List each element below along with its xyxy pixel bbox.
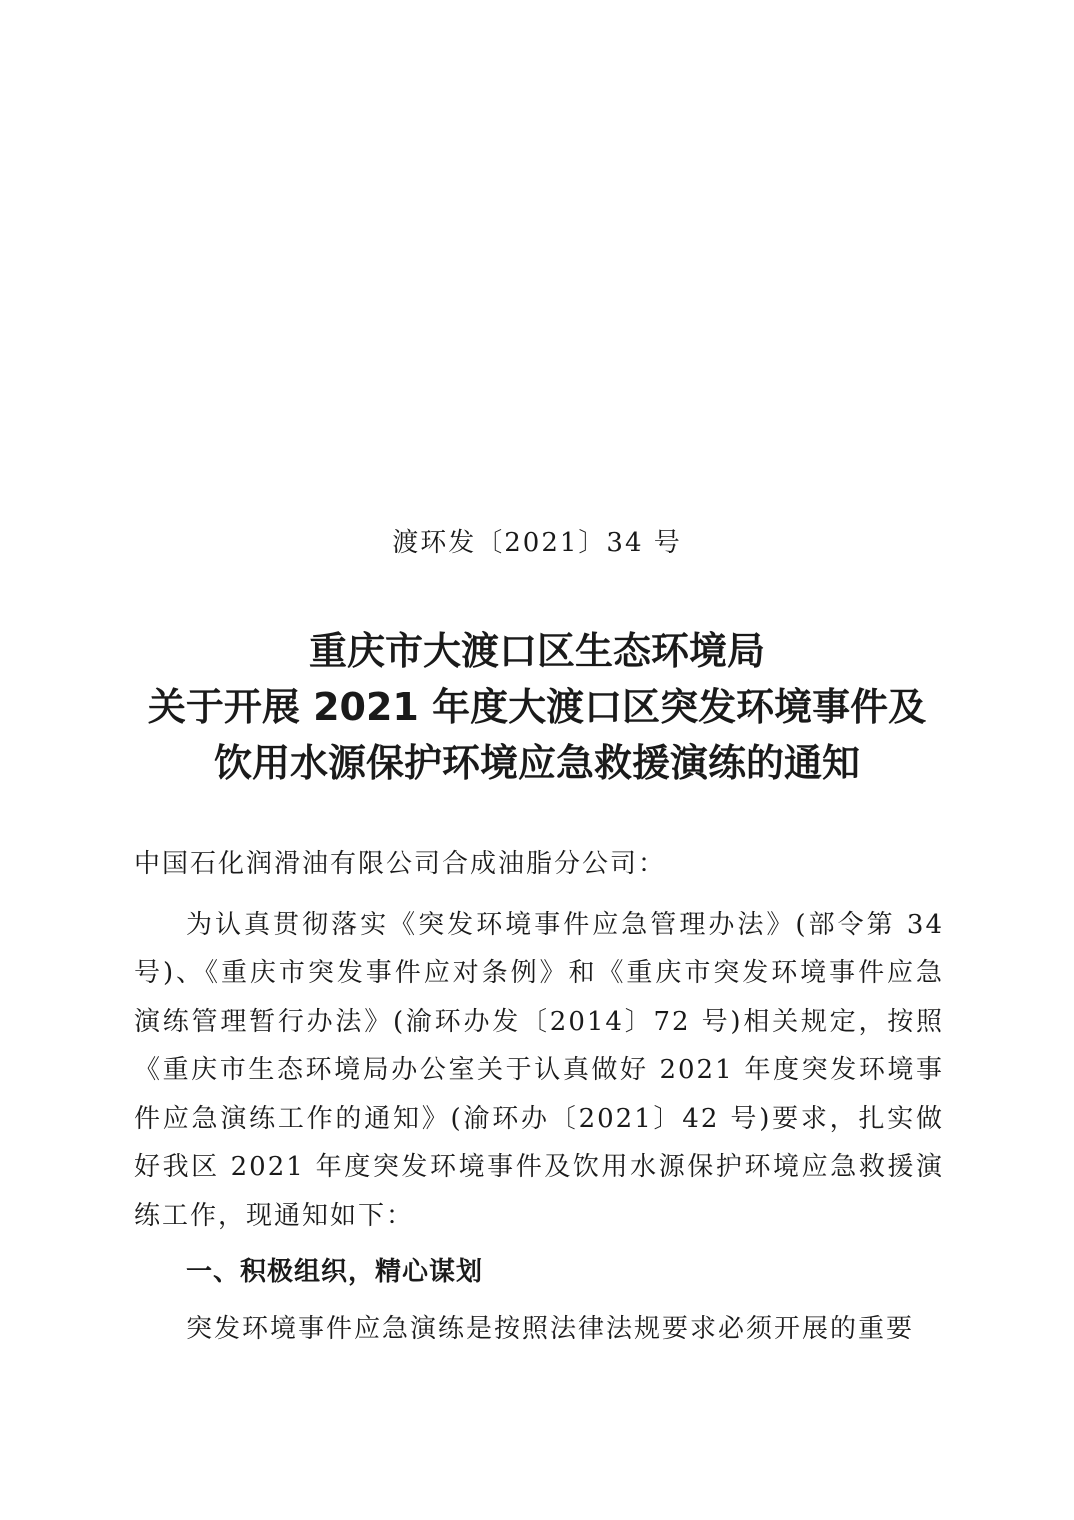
- document-title: [60, 623, 1014, 791]
- title-line-1: 重庆市大渡口区生态环境局: [308, 629, 765, 673]
- salutation: 中国石化润滑油有限公司合成油脂分公司：: [134, 849, 667, 879]
- title-line-3: 饮用水源保护环境应急救援演练的通知: [213, 741, 860, 785]
- body-paragraph-1: 为认真贯彻落实《突发环境事件应急管理办法》(部令第 34 号)、《重庆市突发事件应对条例》和《重庆市突发环境事件应急演练管理暂行办法》(渝环办发〔2014〕72 号)相关规定，按照《重庆市生态环境局办公室关于认真做好 2021 年度突发环境事件应急演练工作的通知》(渝环办〔2021〕42 号)要求，扎实做好我区 2021 年度突发环境事件及饮用水源保护环境应急救援演练工作，现通知如下：: [134, 909, 944, 1231]
- document-number: 渡环发〔2021〕34 号: [392, 528, 682, 558]
- document-body: [134, 840, 944, 1353]
- section-heading-1: 一、积极组织，精心谋划: [186, 1257, 484, 1287]
- body-paragraph-2: 突发环境事件应急演练是按照法律法规要求必须开展的重要: [186, 1313, 915, 1344]
- title-line-2: 关于开展 2021 年度大渡口区突发环境事件及: [147, 685, 927, 729]
